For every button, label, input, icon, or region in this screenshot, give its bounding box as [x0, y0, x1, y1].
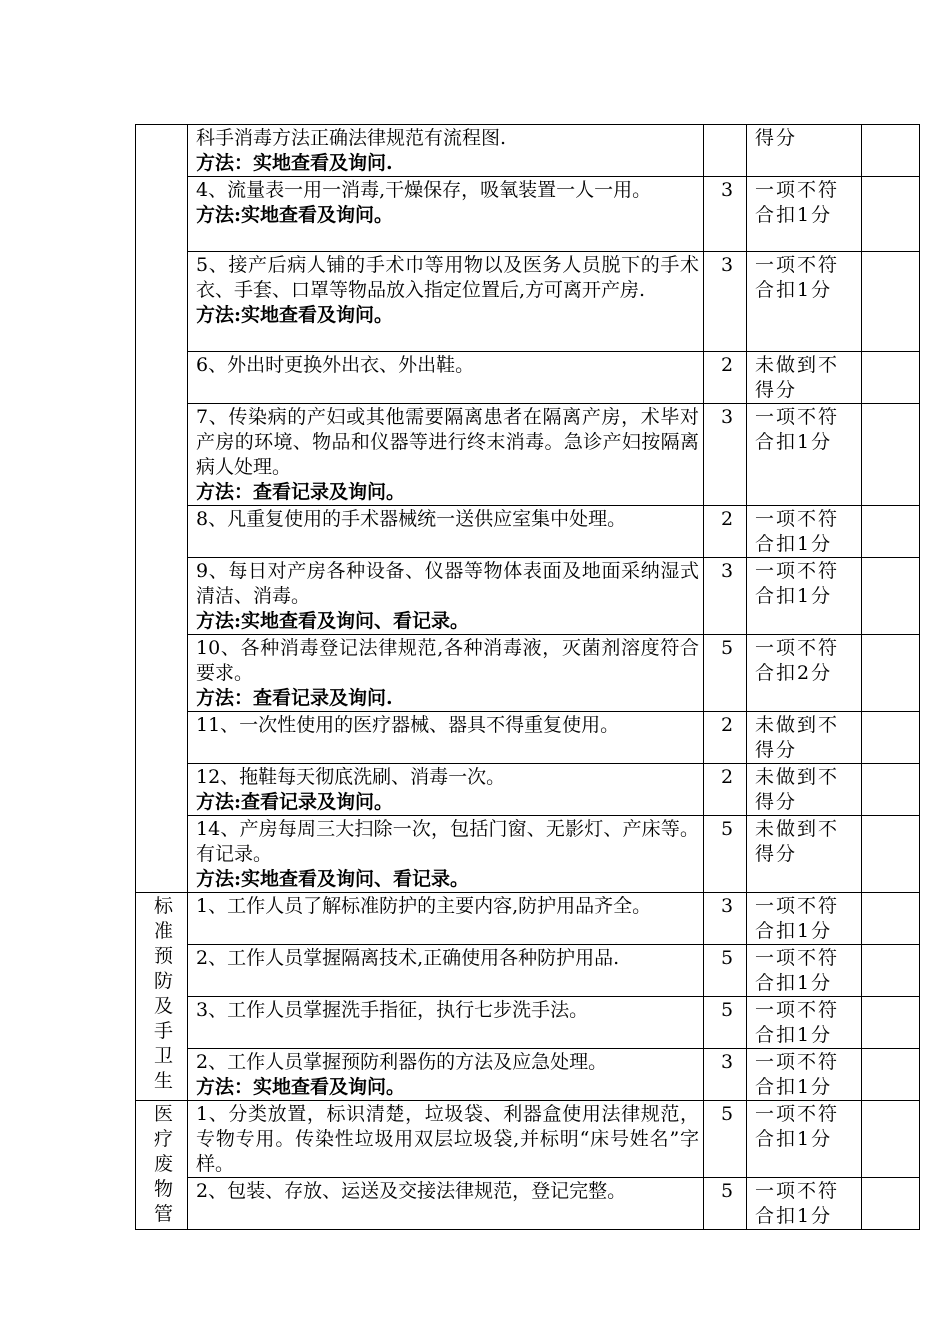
deduction-rule-cell: 一项不符合扣1分 — [747, 893, 862, 945]
score-cell — [862, 997, 920, 1049]
item-cell — [188, 1178, 704, 1230]
score-cell — [862, 945, 920, 997]
item-cell — [188, 997, 704, 1049]
item-cell — [188, 177, 704, 252]
points-cell: 5 — [704, 997, 747, 1049]
item-text: 3、工作人员掌握洗手指征，执行七步洗手法。 — [196, 999, 589, 1021]
points-cell: 2 — [704, 764, 747, 816]
item-cell — [188, 712, 704, 764]
points-cell: 5 — [704, 635, 747, 712]
score-cell — [862, 558, 920, 635]
category-char: 医 — [153, 1103, 173, 1125]
item-cell — [188, 635, 704, 712]
item-text: 7、传染病的产妇或其他需要隔离患者在隔离产房，术毕对产房的环境、物品和仪器等进行终末消毒。急诊产妇按隔离病人处理。 — [196, 406, 699, 478]
item-text: 12、拖鞋每天彻底洗刷、消毒一次。 — [196, 766, 506, 788]
item-text: 科手消毒方法正确法律规范有流程图. — [196, 127, 507, 149]
points-cell: 5 — [704, 1101, 747, 1178]
table-row — [136, 506, 920, 558]
points-cell: 2 — [704, 712, 747, 764]
item-text: 9、每日对产房各种设备、仪器等物体表面及地面采纳湿式清洁、消毒。 — [196, 560, 699, 607]
score-cell — [862, 252, 920, 352]
method-text: 方法：查看记录及询问. — [196, 687, 393, 709]
table-row — [136, 352, 920, 404]
points-cell: 3 — [704, 558, 747, 635]
category-char: 防 — [153, 970, 173, 992]
points-cell: 3 — [704, 252, 747, 352]
category-char: 管 — [153, 1203, 173, 1225]
item-text: 8、凡重复使用的手术器械统一送供应室集中处理。 — [196, 508, 627, 530]
points-cell: 5 — [704, 816, 747, 893]
category-char: 预 — [153, 945, 173, 967]
category-char: 卫 — [153, 1045, 173, 1067]
item-cell — [188, 816, 704, 893]
points-cell: 5 — [704, 945, 747, 997]
method-text: 方法：查看记录及询问。 — [196, 481, 406, 503]
deduction-rule-cell: 一项不符合扣1分 — [747, 404, 862, 506]
category-char: 准 — [153, 920, 173, 942]
deduction-rule-cell: 得分 — [747, 125, 862, 177]
category-cell — [136, 125, 188, 893]
score-cell — [862, 125, 920, 177]
score-cell — [862, 1178, 920, 1230]
score-cell — [862, 404, 920, 506]
method-text: 方法:查看记录及询问。 — [196, 791, 394, 813]
category-cell — [136, 1101, 188, 1230]
deduction-rule-cell: 未做到不得分 — [747, 712, 862, 764]
deduction-rule-cell: 一项不符合扣1分 — [747, 1049, 862, 1101]
item-text: 6、外出时更换外出衣、外出鞋。 — [196, 354, 475, 376]
points-cell: 3 — [704, 404, 747, 506]
table-row — [136, 1049, 920, 1101]
item-text: 2、工作人员掌握预防利器伤的方法及应急处理。 — [196, 1051, 608, 1073]
deduction-rule-cell: 一项不符合扣1分 — [747, 945, 862, 997]
score-cell — [862, 1049, 920, 1101]
points-cell: 5 — [704, 1178, 747, 1230]
table-row — [136, 404, 920, 506]
table-row — [136, 893, 920, 945]
score-cell — [862, 506, 920, 558]
item-cell — [188, 945, 704, 997]
table-row — [136, 635, 920, 712]
deduction-rule-cell: 一项不符合扣1分 — [747, 177, 862, 252]
item-text: 14、产房每周三大扫除一次，包括门窗、无影灯、产床等。有记录。 — [196, 818, 699, 865]
deduction-rule-cell: 未做到不得分 — [747, 352, 862, 404]
item-cell — [188, 893, 704, 945]
score-cell — [862, 712, 920, 764]
category-char: 手 — [153, 1020, 173, 1042]
method-text: 方法：实地查看及询问. — [196, 152, 393, 174]
deduction-rule-cell: 一项不符合扣1分 — [747, 252, 862, 352]
category-char: 标 — [153, 895, 173, 917]
method-text: 方法:实地查看及询问。 — [196, 204, 394, 226]
score-cell — [862, 816, 920, 893]
method-text: 方法:实地查看及询问。 — [196, 304, 394, 326]
item-text: 1、工作人员了解标准防护的主要内容,防护用品齐全。 — [196, 895, 652, 917]
item-cell — [188, 1101, 704, 1178]
item-text: 2、工作人员掌握隔离技术,正确使用各种防护用品. — [196, 947, 620, 969]
item-cell — [188, 764, 704, 816]
category-char: 疗 — [153, 1128, 173, 1150]
item-text: 5、接产后病人铺的手术巾等用物以及医务人员脱下的手术衣、手套、口罩等物品放入指定位置后,方可离开产房. — [196, 254, 699, 301]
item-text: 11、一次性使用的医疗器械、器具不得重复使用。 — [196, 714, 620, 736]
points-cell: 2 — [704, 352, 747, 404]
table-row — [136, 945, 920, 997]
score-cell — [862, 352, 920, 404]
deduction-rule-cell: 未做到不得分 — [747, 816, 862, 893]
table-row — [136, 125, 920, 177]
item-text: 1、分类放置，标识清楚，垃圾袋、利器盒使用法律规范，专物专用。传染性垃圾用双层垃圾袋,并标明“床号姓名”字样。 — [196, 1103, 699, 1175]
deduction-rule-cell: 一项不符合扣1分 — [747, 997, 862, 1049]
score-cell — [862, 764, 920, 816]
item-cell — [188, 404, 704, 506]
category-char: 物 — [153, 1178, 173, 1200]
table-row — [136, 558, 920, 635]
deduction-rule-cell: 未做到不得分 — [747, 764, 862, 816]
table-row — [136, 712, 920, 764]
item-text: 10、各种消毒登记法律规范,各种消毒液，灭菌剂溶度符合要求。 — [196, 637, 699, 684]
category-char: 生 — [153, 1070, 173, 1092]
deduction-rule-cell: 一项不符合扣1分 — [747, 1101, 862, 1178]
item-text: 4、流量表一用一消毒,干燥保存，吸氧装置一人一用。 — [196, 179, 652, 201]
item-cell — [188, 252, 704, 352]
method-text: 方法:实地查看及询问、看记录。 — [196, 610, 470, 632]
category-char: 废 — [153, 1153, 173, 1175]
score-cell — [862, 635, 920, 712]
method-text: 方法:实地查看及询问、看记录。 — [196, 868, 470, 890]
points-cell: 3 — [704, 893, 747, 945]
points-cell: 2 — [704, 506, 747, 558]
table-row — [136, 1178, 920, 1230]
table-row — [136, 252, 920, 352]
category-cell — [136, 893, 188, 1101]
table-row — [136, 764, 920, 816]
method-text: 方法：实地查看及询问。 — [196, 1076, 406, 1098]
item-cell — [188, 125, 704, 177]
item-text: 2、包装、存放、运送及交接法律规范，登记完整。 — [196, 1180, 627, 1202]
table-row — [136, 177, 920, 252]
table-row — [136, 816, 920, 893]
score-cell — [862, 1101, 920, 1178]
deduction-rule-cell: 一项不符合扣1分 — [747, 558, 862, 635]
score-cell — [862, 177, 920, 252]
item-cell — [188, 352, 704, 404]
points-cell: 3 — [704, 1049, 747, 1101]
inspection-table — [135, 124, 920, 1230]
points-cell — [704, 125, 747, 177]
item-cell — [188, 506, 704, 558]
deduction-rule-cell: 一项不符合扣1分 — [747, 506, 862, 558]
deduction-rule-cell: 一项不符合扣2分 — [747, 635, 862, 712]
points-cell: 3 — [704, 177, 747, 252]
category-char: 及 — [153, 995, 173, 1017]
score-cell — [862, 893, 920, 945]
table-row — [136, 1101, 920, 1178]
deduction-rule-cell: 一项不符合扣1分 — [747, 1178, 862, 1230]
item-cell — [188, 558, 704, 635]
item-cell — [188, 1049, 704, 1101]
table-row — [136, 997, 920, 1049]
